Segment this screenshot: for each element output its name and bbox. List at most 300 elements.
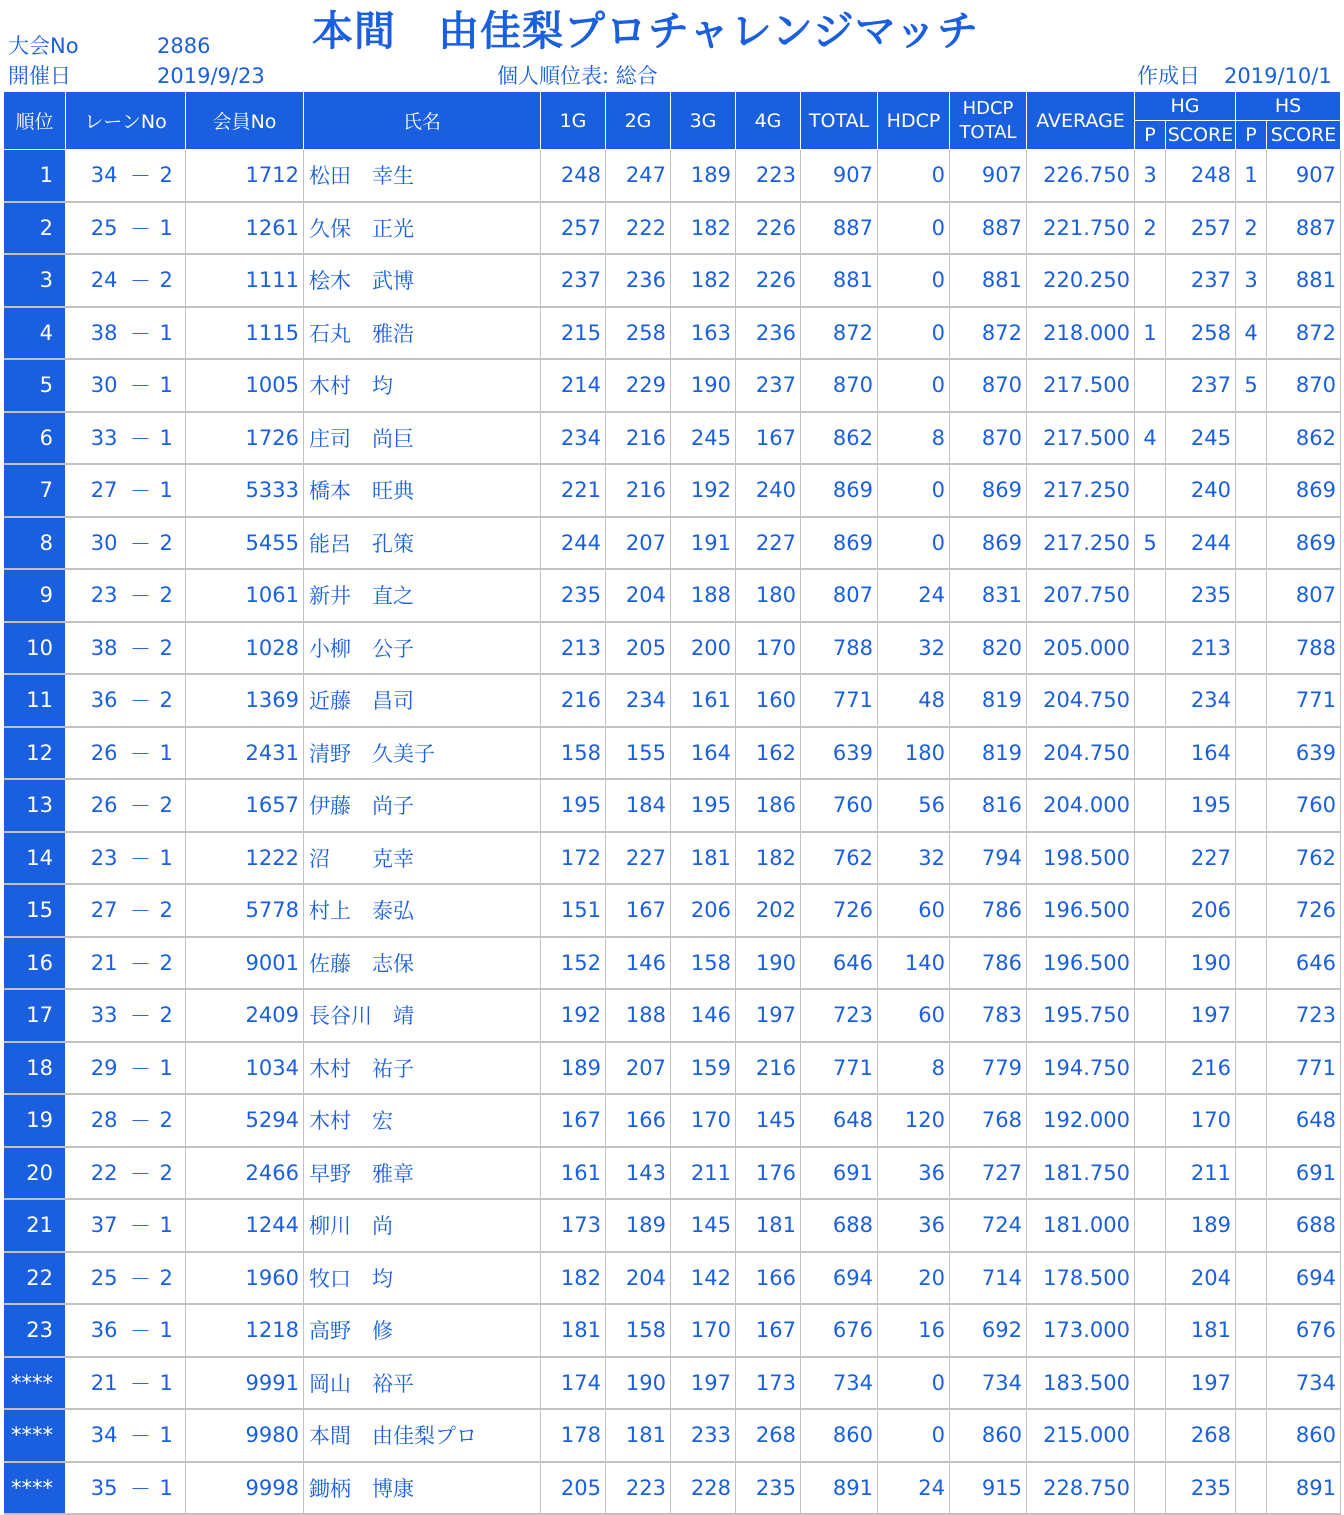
cell-total: 907: [801, 150, 878, 202]
cell-total: 734: [801, 1357, 878, 1410]
cell-lane: 38: [66, 307, 128, 360]
cell-3g: 163: [671, 307, 736, 360]
cell-2g: 181: [606, 1409, 671, 1462]
cell-lane: 23: [66, 569, 128, 622]
cell-hs-score: 762: [1267, 832, 1341, 885]
cell-hg-p: [1135, 1252, 1166, 1305]
cell-hdcp: 24: [878, 1462, 950, 1515]
cell-hdcp-total: 872: [950, 307, 1027, 360]
cell-member-no: 1222: [186, 832, 304, 885]
cell-average: 181.750: [1027, 1147, 1135, 1200]
cell-total: 872: [801, 307, 878, 360]
cell-1g: 235: [541, 569, 606, 622]
cell-2g: 166: [606, 1094, 671, 1147]
cell-3g: 192: [671, 464, 736, 517]
cell-1g: 158: [541, 727, 606, 780]
table-row: [4, 1252, 1341, 1305]
cell-hs-p: [1236, 464, 1267, 517]
cell-2g: 189: [606, 1199, 671, 1252]
cell-4g: 226: [736, 202, 801, 255]
cell-hs-p: [1236, 569, 1267, 622]
cell-4g: 216: [736, 1042, 801, 1095]
cell-hg-p: 5: [1135, 517, 1166, 570]
cell-hs-score: 688: [1267, 1199, 1341, 1252]
cell-total: 881: [801, 254, 878, 307]
cell-total: 694: [801, 1252, 878, 1305]
cell-rank: 19: [4, 1094, 66, 1147]
cell-hg-score: 268: [1166, 1409, 1236, 1462]
cell-hg-p: [1135, 1199, 1166, 1252]
cell-hs-p: [1236, 1357, 1267, 1410]
cell-1g: 173: [541, 1199, 606, 1252]
cell-hdcp-total: 786: [950, 884, 1027, 937]
cell-2g: 188: [606, 989, 671, 1042]
cell-hs-p: 5: [1236, 359, 1267, 412]
cell-hs-score: 869: [1267, 464, 1341, 517]
cell-member-no: 1657: [186, 779, 304, 832]
cell-hdcp-total: 779: [950, 1042, 1027, 1095]
cell-average: 204.000: [1027, 779, 1135, 832]
cell-4g: 162: [736, 727, 801, 780]
cell-lane-sub: 1: [154, 832, 186, 885]
cell-hg-score: 216: [1166, 1042, 1236, 1095]
cell-total: 860: [801, 1409, 878, 1462]
cell-hdcp-total: 783: [950, 989, 1027, 1042]
cell-4g: 240: [736, 464, 801, 517]
cell-rank: 20: [4, 1147, 66, 1200]
cell-4g: 227: [736, 517, 801, 570]
cell-lane: 28: [66, 1094, 128, 1147]
cell-3g: 170: [671, 1304, 736, 1357]
cell-hg-score: 237: [1166, 359, 1236, 412]
cell-hdcp-total: 714: [950, 1252, 1027, 1305]
cell-lane-sub: 2: [154, 622, 186, 675]
cell-lane-dash: －: [128, 832, 154, 885]
cell-4g: 226: [736, 254, 801, 307]
cell-hs-p: [1236, 1147, 1267, 1200]
cell-member-no: 9001: [186, 937, 304, 990]
cell-4g: 268: [736, 1409, 801, 1462]
cell-hdcp: 120: [878, 1094, 950, 1147]
cell-hs-p: [1236, 989, 1267, 1042]
cell-hg-p: [1135, 1357, 1166, 1410]
cell-average: 183.500: [1027, 1357, 1135, 1410]
cell-hs-score: 887: [1267, 202, 1341, 255]
cell-2g: 143: [606, 1147, 671, 1200]
cell-2g: 205: [606, 622, 671, 675]
cell-lane-sub: 1: [154, 1199, 186, 1252]
cell-rank: 17: [4, 989, 66, 1042]
cell-2g: 167: [606, 884, 671, 937]
cell-2g: 247: [606, 150, 671, 202]
cell-hs-p: [1236, 1042, 1267, 1095]
cell-total: 862: [801, 412, 878, 465]
cell-lane-dash: －: [128, 989, 154, 1042]
cell-rank: 18: [4, 1042, 66, 1095]
cell-hs-p: [1236, 1462, 1267, 1515]
cell-average: 228.750: [1027, 1462, 1135, 1515]
cell-hg-p: [1135, 254, 1166, 307]
cell-1g: 172: [541, 832, 606, 885]
cell-hg-score: 258: [1166, 307, 1236, 360]
cell-member-no: 9991: [186, 1357, 304, 1410]
cell-lane-sub: 1: [154, 464, 186, 517]
cell-rank: 13: [4, 779, 66, 832]
cell-hdcp: 140: [878, 937, 950, 990]
cell-member-no: 5333: [186, 464, 304, 517]
cell-hdcp: 32: [878, 622, 950, 675]
cell-hg-score: 227: [1166, 832, 1236, 885]
cell-hg-score: 195: [1166, 779, 1236, 832]
cell-3g: 200: [671, 622, 736, 675]
cell-rank: 11: [4, 674, 66, 727]
cell-hdcp: 32: [878, 832, 950, 885]
cell-4g: 167: [736, 1304, 801, 1357]
cell-hs-score: 691: [1267, 1147, 1341, 1200]
cell-hg-p: [1135, 1094, 1166, 1147]
cell-lane: 25: [66, 202, 128, 255]
cell-lane-dash: －: [128, 1304, 154, 1357]
cell-1g: 174: [541, 1357, 606, 1410]
cell-hg-score: 235: [1166, 1462, 1236, 1515]
col-header-member: 会員No: [186, 92, 304, 150]
cell-hg-score: 211: [1166, 1147, 1236, 1200]
cell-lane-dash: －: [128, 1147, 154, 1200]
table-row: [4, 150, 1341, 202]
cell-lane-sub: 1: [154, 1304, 186, 1357]
cell-lane-dash: －: [128, 307, 154, 360]
cell-name: 能呂 孔策: [304, 517, 541, 570]
cell-2g: 234: [606, 674, 671, 727]
cell-2g: 190: [606, 1357, 671, 1410]
cell-1g: 248: [541, 150, 606, 202]
cell-hdcp: 8: [878, 1042, 950, 1095]
cell-hs-p: 2: [1236, 202, 1267, 255]
cell-lane-dash: －: [128, 1357, 154, 1410]
table-row: [4, 727, 1341, 780]
cell-hg-score: 197: [1166, 989, 1236, 1042]
cell-lane-dash: －: [128, 1199, 154, 1252]
cell-hg-p: 2: [1135, 202, 1166, 255]
cell-hdcp: 60: [878, 989, 950, 1042]
cell-member-no: 1034: [186, 1042, 304, 1095]
table-row: [4, 937, 1341, 990]
cell-lane-dash: －: [128, 150, 154, 202]
cell-hs-p: [1236, 1304, 1267, 1357]
cell-total: 887: [801, 202, 878, 255]
cell-lane: 21: [66, 937, 128, 990]
cell-3g: 182: [671, 202, 736, 255]
col-header-average: AVERAGE: [1027, 92, 1135, 150]
cell-4g: 182: [736, 832, 801, 885]
cell-member-no: 1960: [186, 1252, 304, 1305]
cell-rank: 16: [4, 937, 66, 990]
table-row: [4, 779, 1341, 832]
col-header-name: 氏名: [304, 92, 541, 150]
table-row: [4, 202, 1341, 255]
col-header-hdcp-total-line1: HDCP: [962, 97, 1014, 119]
cell-name: 近藤 昌司: [304, 674, 541, 727]
cell-hs-score: 872: [1267, 307, 1341, 360]
cell-lane: 34: [66, 150, 128, 202]
cell-3g: 245: [671, 412, 736, 465]
cell-member-no: 5778: [186, 884, 304, 937]
cell-lane: 33: [66, 412, 128, 465]
cell-member-no: 1005: [186, 359, 304, 412]
cell-3g: 228: [671, 1462, 736, 1515]
cell-average: 217.500: [1027, 359, 1135, 412]
col-header-4g: 4G: [736, 92, 801, 150]
cell-hdcp-total: 794: [950, 832, 1027, 885]
cell-1g: 178: [541, 1409, 606, 1462]
cell-name: 鋤柄 博康: [304, 1462, 541, 1515]
cell-name: 木村 祐子: [304, 1042, 541, 1095]
cell-hdcp-total: 907: [950, 150, 1027, 202]
cell-2g: 155: [606, 727, 671, 780]
cell-hdcp-total: 768: [950, 1094, 1027, 1147]
cell-hs-score: 694: [1267, 1252, 1341, 1305]
cell-total: 869: [801, 464, 878, 517]
cell-hs-p: [1236, 727, 1267, 780]
cell-1g: 181: [541, 1304, 606, 1357]
cell-name: 小柳 公子: [304, 622, 541, 675]
cell-hdcp-total: 831: [950, 569, 1027, 622]
cell-hs-score: 891: [1267, 1462, 1341, 1515]
table-row: [4, 1462, 1341, 1515]
cell-average: 192.000: [1027, 1094, 1135, 1147]
cell-1g: 189: [541, 1042, 606, 1095]
cell-name: 木村 均: [304, 359, 541, 412]
cell-lane-dash: －: [128, 464, 154, 517]
cell-rank: 6: [4, 412, 66, 465]
cell-hdcp-total: 692: [950, 1304, 1027, 1357]
cell-3g: 145: [671, 1199, 736, 1252]
cell-hg-p: [1135, 1147, 1166, 1200]
cell-hg-score: 189: [1166, 1199, 1236, 1252]
cell-1g: 182: [541, 1252, 606, 1305]
cell-rank: 5: [4, 359, 66, 412]
cell-3g: 164: [671, 727, 736, 780]
cell-member-no: 1218: [186, 1304, 304, 1357]
cell-hdcp: 0: [878, 150, 950, 202]
table-row: [4, 412, 1341, 465]
cell-lane-dash: －: [128, 1409, 154, 1462]
cell-average: 217.250: [1027, 464, 1135, 517]
cell-lane: 27: [66, 884, 128, 937]
cell-2g: 216: [606, 412, 671, 465]
cell-average: 195.750: [1027, 989, 1135, 1042]
cell-hg-p: [1135, 1409, 1166, 1462]
cell-lane: 30: [66, 517, 128, 570]
cell-name: 石丸 雅浩: [304, 307, 541, 360]
cell-hg-score: 237: [1166, 254, 1236, 307]
cell-member-no: 1244: [186, 1199, 304, 1252]
cell-lane: 38: [66, 622, 128, 675]
cell-hs-p: 4: [1236, 307, 1267, 360]
cell-name: 早野 雅章: [304, 1147, 541, 1200]
cell-name: 橋本 旺典: [304, 464, 541, 517]
cell-rank: 14: [4, 832, 66, 885]
cell-1g: 195: [541, 779, 606, 832]
cell-total: 771: [801, 674, 878, 727]
cell-lane: 35: [66, 1462, 128, 1515]
cell-name: 長谷川 靖: [304, 989, 541, 1042]
col-header-hdcp-total: [950, 92, 1027, 150]
table-row: [4, 1147, 1341, 1200]
cell-name: 伊藤 尚子: [304, 779, 541, 832]
cell-2g: 158: [606, 1304, 671, 1357]
table-row: [4, 254, 1341, 307]
cell-lane-sub: 2: [154, 1094, 186, 1147]
cell-lane: 26: [66, 779, 128, 832]
cell-3g: 189: [671, 150, 736, 202]
cell-hs-score: 881: [1267, 254, 1341, 307]
cell-2g: 146: [606, 937, 671, 990]
cell-lane-dash: －: [128, 622, 154, 675]
cell-average: 173.000: [1027, 1304, 1135, 1357]
cell-3g: 233: [671, 1409, 736, 1462]
cell-hs-p: [1236, 937, 1267, 990]
cell-hs-p: [1236, 884, 1267, 937]
cell-hs-score: 639: [1267, 727, 1341, 780]
cell-4g: 197: [736, 989, 801, 1042]
cell-3g: 182: [671, 254, 736, 307]
cell-member-no: 9998: [186, 1462, 304, 1515]
cell-hdcp-total: 820: [950, 622, 1027, 675]
cell-hg-score: 257: [1166, 202, 1236, 255]
cell-rank: 4: [4, 307, 66, 360]
cell-4g: 181: [736, 1199, 801, 1252]
cell-total: 726: [801, 884, 878, 937]
ranking-rows: [4, 150, 1341, 1515]
cell-lane: 26: [66, 727, 128, 780]
col-header-hg-p: P: [1135, 121, 1166, 150]
report-subtitle: 個人順位表: 総合: [497, 64, 658, 88]
col-header-hg-score: SCORE: [1166, 121, 1236, 150]
cell-hdcp-total: 870: [950, 412, 1027, 465]
cell-lane-sub: 1: [154, 359, 186, 412]
cell-hs-score: 907: [1267, 150, 1341, 202]
cell-lane-dash: －: [128, 412, 154, 465]
cell-hg-score: 245: [1166, 412, 1236, 465]
cell-rank: 23: [4, 1304, 66, 1357]
cell-lane-dash: －: [128, 1094, 154, 1147]
col-header-hs-p: P: [1236, 121, 1267, 150]
cell-name: 岡山 裕平: [304, 1357, 541, 1410]
cell-hdcp-total: 887: [950, 202, 1027, 255]
cell-hs-p: [1236, 1252, 1267, 1305]
cell-lane: 23: [66, 832, 128, 885]
cell-hg-p: [1135, 569, 1166, 622]
cell-hdcp: 24: [878, 569, 950, 622]
cell-hg-p: [1135, 989, 1166, 1042]
cell-3g: 142: [671, 1252, 736, 1305]
table-row: [4, 517, 1341, 570]
cell-average: 217.500: [1027, 412, 1135, 465]
table-row: [4, 1042, 1341, 1095]
cell-hs-p: [1236, 1409, 1267, 1462]
cell-hg-p: [1135, 1304, 1166, 1357]
cell-total: 760: [801, 779, 878, 832]
cell-member-no: 5455: [186, 517, 304, 570]
cell-lane: 25: [66, 1252, 128, 1305]
cell-hg-p: [1135, 674, 1166, 727]
col-header-hs-score: SCORE: [1267, 121, 1341, 150]
cell-hdcp: 0: [878, 254, 950, 307]
cell-hg-score: 240: [1166, 464, 1236, 517]
cell-lane: 36: [66, 1304, 128, 1357]
cell-member-no: 1111: [186, 254, 304, 307]
cell-hg-score: 197: [1166, 1357, 1236, 1410]
cell-2g: 204: [606, 1252, 671, 1305]
cell-hg-p: [1135, 464, 1166, 517]
cell-3g: 206: [671, 884, 736, 937]
col-header-total: TOTAL: [801, 92, 878, 150]
cell-2g: 222: [606, 202, 671, 255]
cell-name: 庄司 尚巨: [304, 412, 541, 465]
cell-hdcp-total: 724: [950, 1199, 1027, 1252]
cell-hdcp: 180: [878, 727, 950, 780]
cell-hg-score: 235: [1166, 569, 1236, 622]
cell-average: 207.750: [1027, 569, 1135, 622]
cell-lane-dash: －: [128, 779, 154, 832]
cell-hg-score: 170: [1166, 1094, 1236, 1147]
cell-hdcp: 0: [878, 202, 950, 255]
cell-lane-dash: －: [128, 674, 154, 727]
event-no-label: 大会No: [8, 34, 79, 58]
cell-3g: 211: [671, 1147, 736, 1200]
cell-hs-score: 676: [1267, 1304, 1341, 1357]
cell-rank: 1: [4, 150, 66, 202]
date-value: 2019/9/23: [157, 64, 265, 88]
cell-hs-p: [1236, 622, 1267, 675]
cell-total: 639: [801, 727, 878, 780]
cell-4g: 235: [736, 1462, 801, 1515]
event-no-value: 2886: [157, 34, 211, 58]
cell-member-no: 1061: [186, 569, 304, 622]
cell-lane-sub: 1: [154, 202, 186, 255]
cell-average: 196.500: [1027, 937, 1135, 990]
cell-lane-dash: －: [128, 202, 154, 255]
cell-hg-p: [1135, 1462, 1166, 1515]
cell-lane-sub: 2: [154, 517, 186, 570]
cell-hs-score: 771: [1267, 1042, 1341, 1095]
table-row: [4, 307, 1341, 360]
cell-lane-sub: 2: [154, 1252, 186, 1305]
ranking-table: [3, 91, 1341, 1515]
cell-hdcp-total: 786: [950, 937, 1027, 990]
cell-hs-p: [1236, 1199, 1267, 1252]
cell-3g: 190: [671, 359, 736, 412]
cell-lane-sub: 1: [154, 307, 186, 360]
cell-name: 久保 正光: [304, 202, 541, 255]
cell-2g: 204: [606, 569, 671, 622]
table-row: [4, 1199, 1341, 1252]
cell-hs-p: [1236, 517, 1267, 570]
cell-1g: 213: [541, 622, 606, 675]
cell-hdcp-total: 727: [950, 1147, 1027, 1200]
cell-hdcp-total: 860: [950, 1409, 1027, 1462]
cell-hg-score: 181: [1166, 1304, 1236, 1357]
cell-lane-sub: 2: [154, 674, 186, 727]
cell-3g: 161: [671, 674, 736, 727]
date-label: 開催日: [8, 64, 71, 88]
cell-1g: 167: [541, 1094, 606, 1147]
cell-hg-p: 4: [1135, 412, 1166, 465]
cell-lane-dash: －: [128, 1462, 154, 1515]
cell-hg-p: [1135, 1042, 1166, 1095]
cell-hg-p: [1135, 359, 1166, 412]
